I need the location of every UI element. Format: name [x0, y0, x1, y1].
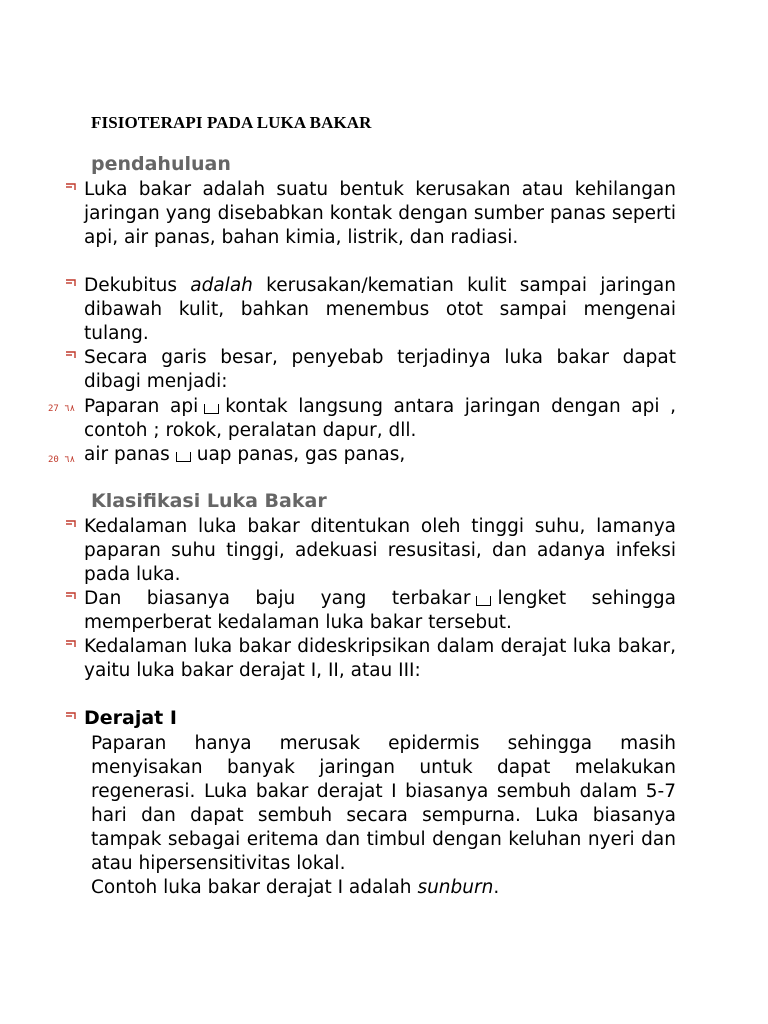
bullet-icon — [64, 638, 78, 652]
document-title: FISIOTERAPI PADA LUKA BAKAR — [91, 113, 372, 132]
text-span: . — [493, 877, 500, 898]
text-span: kontak langsung antara jaringan dengan api , contoh ; rokok, peralatan dapur, dll. — [84, 396, 676, 441]
section-heading-klasifikasi: Klasifikasi Luka Bakar — [91, 490, 327, 512]
text-span: Dekubitus — [84, 275, 177, 296]
text-span: Dan biasanya baju yang terbakar — [84, 588, 471, 609]
text-span: air panas — [84, 444, 170, 465]
arrow-icon — [176, 452, 191, 462]
paragraph: Kedalaman luka bakar dideskripsikan dalam derajat luka bakar, yaitu luka bakar derajat I, II, atau III: — [84, 636, 676, 681]
text-span: uap panas, gas panas, — [196, 444, 406, 465]
section-heading-pendahuluan: pendahuluan — [91, 153, 231, 175]
text-span: kerusakan/kematian kulit sampai jaringan dibawah kulit, bahkan menembus otot sampai mengenai tulang. — [84, 275, 676, 344]
sub-bullet-marker: 27 ٦٨ — [48, 404, 76, 414]
paragraph — [84, 274, 676, 346]
bullet-icon — [64, 181, 78, 195]
bullet-icon — [64, 710, 78, 724]
section-heading-derajat-i: Derajat I — [84, 707, 177, 729]
paragraph: Secara garis besar, penyebab terjadinya luka bakar dapat dibagi menjadi: — [84, 347, 676, 392]
paragraph: Paparan hanya merusak epidermis sehingga masih menyisakan banyak jaringan untuk dapat melakukan regenerasi. Luka bakar derajat I biasanya sembuh dalam 5-7 hari dan dapat sembuh secara sempurna. Luka biasanya tampak sebagai eritema dan timbul dengan keluhan nyeri dan atau hipersensitivitas lokal. — [91, 733, 676, 874]
paragraph: Luka bakar adalah suatu bentuk kerusakan atau kehilangan jaringan yang disebabkan kontak dengan sumber panas seperti api, air panas, bahan kimia, listrik, dan radiasi. — [84, 179, 676, 248]
text-span: Contoh luka bakar derajat I adalah — [91, 877, 412, 898]
text-span: lengket sehingga memperberat kedalaman luka bakar tersebut. — [84, 588, 676, 633]
text-span: Paparan api — [84, 396, 199, 417]
paragraph — [84, 587, 676, 635]
arrow-icon — [476, 596, 491, 606]
bullet-icon — [64, 277, 78, 291]
paragraph — [91, 876, 676, 900]
paragraph: Kedalaman luka bakar ditentukan oleh tinggi suhu, lamanya paparan suhu tinggi, adekuasi resusitasi, dan adanya infeksi pada luka. — [84, 516, 676, 585]
bullet-icon — [64, 349, 78, 363]
bullet-icon — [64, 590, 78, 604]
italic-text: adalah — [190, 275, 253, 296]
italic-text: sunburn — [417, 877, 494, 898]
paragraph — [84, 443, 676, 467]
bullet-icon — [64, 518, 78, 532]
arrow-icon — [204, 404, 219, 414]
paragraph — [84, 395, 676, 443]
sub-bullet-marker: 20 ٦٨ — [48, 455, 76, 465]
